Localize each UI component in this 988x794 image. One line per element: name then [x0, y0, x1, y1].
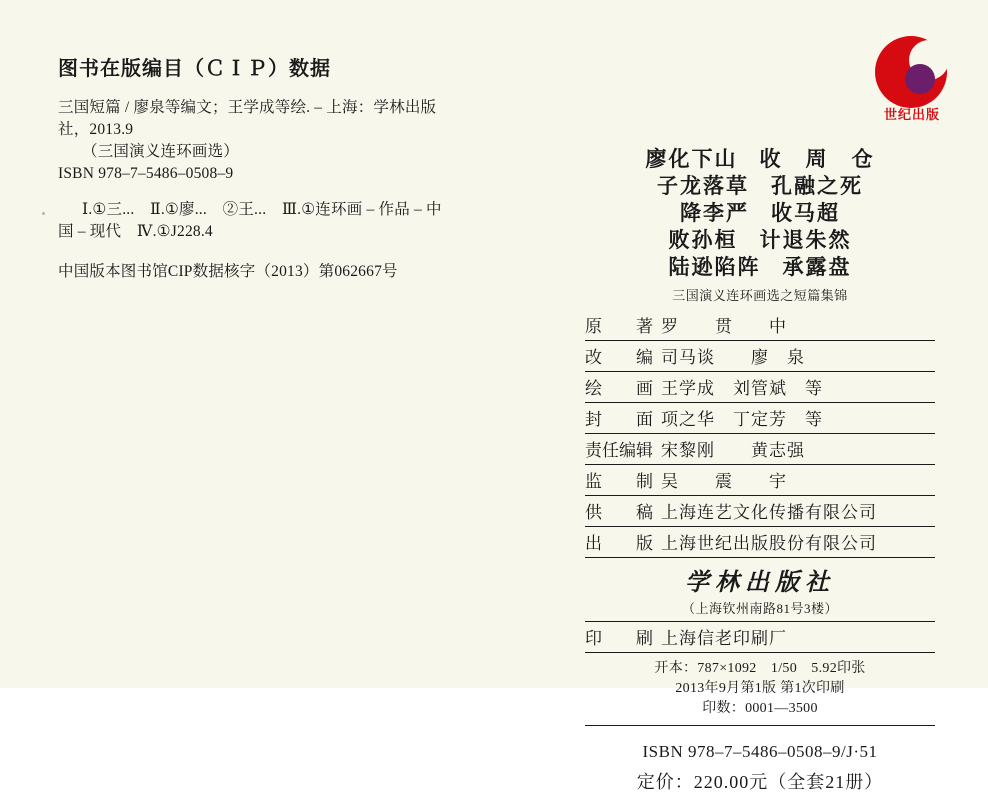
credit-value: 项之华 丁定芳 等: [659, 403, 935, 434]
publisher-calligraphy: 学林出版社: [685, 570, 835, 596]
story-title-row: [585, 227, 935, 254]
story-title-left: 降李严: [680, 201, 749, 225]
credits-table: [585, 310, 935, 558]
story-title-right: 收 周 仓: [759, 147, 875, 171]
credit-value: 上海世纪出版股份有限公司: [659, 527, 935, 558]
cip-line-4: ISBN 978–7–5486–0508–9: [58, 165, 234, 182]
cip-block: [58, 52, 508, 283]
credit-value: 宋黎刚 黄志强: [659, 434, 935, 465]
story-title-row: [585, 146, 935, 173]
credit-value: 罗 贯 中: [659, 310, 935, 341]
page-speck: [42, 212, 45, 215]
cip-line-1: 三国短篇 / 廖泉等编文；王学成等绘. – 上海：学林出版: [58, 99, 437, 116]
story-title-right: 收马超: [771, 201, 840, 225]
credit-label: 原 著: [585, 310, 659, 341]
spec-line-printrun: 印数：0001—3500: [702, 701, 818, 716]
credit-row: [585, 496, 935, 527]
credit-value: 上海连艺文化传播有限公司: [659, 496, 935, 527]
credit-row: [585, 434, 935, 465]
credit-value: 司马谈 廖 泉: [659, 341, 935, 372]
credit-row: [585, 527, 935, 558]
series-subtitle: 三国演义连环画选之短篇集锦: [672, 288, 848, 303]
cip-line-6: 国 – 现代 Ⅳ.①J228.4: [58, 223, 213, 240]
story-title-row: [585, 200, 935, 227]
cip-core-number: 中国版本图书馆CIP数据核字（2013）第062667号: [58, 263, 398, 280]
isbn-section: [585, 725, 935, 794]
spec-line-edition: 2013年9月第1版 第1次印刷: [675, 681, 845, 696]
story-title-right: 计退朱然: [759, 228, 852, 252]
credit-row: [585, 341, 935, 372]
printing-row: [585, 622, 935, 653]
story-title-row: [585, 254, 935, 281]
story-title-left: 廖化下山: [645, 147, 738, 171]
credit-value: 吴 震 宇: [659, 465, 935, 496]
story-title-row: [585, 173, 935, 200]
price-value: 定价：220.00元（全套21册）: [636, 772, 884, 792]
publisher-address: （上海钦州南路81号3楼）: [681, 601, 838, 616]
credit-label: 封 面: [585, 403, 659, 434]
credit-label: 出 版: [585, 527, 659, 558]
credit-label: 供 稿: [585, 496, 659, 527]
credit-label: 改 编: [585, 341, 659, 372]
story-title-list: [585, 146, 935, 281]
credit-label: 监 制: [585, 465, 659, 496]
spec-block: [585, 659, 935, 719]
credit-label: 责任编辑: [585, 434, 659, 465]
story-title-right: 孔融之死: [771, 174, 863, 198]
story-title-right: 承露盘: [782, 255, 852, 279]
logo-label: 世纪出版: [883, 107, 940, 122]
cip-line-3: （三国演义连环画选）: [82, 143, 240, 160]
colophon-block: [585, 36, 935, 794]
story-title-left: 败孙桓: [668, 228, 738, 252]
credit-value: 王学成 刘管斌 等: [659, 372, 935, 403]
story-title-left: 子龙落草: [657, 174, 749, 198]
printing-label: 印 刷: [585, 622, 659, 653]
story-title-left: 陆逊陷阵: [668, 255, 761, 279]
credit-row: [585, 465, 935, 496]
credit-row: [585, 310, 935, 341]
cip-line-2: 社，2013.9: [58, 121, 134, 138]
printing-value: 上海信老印刷厂: [659, 622, 935, 653]
isbn-value: ISBN 978–7–5486–0508–9/J·51: [642, 742, 878, 761]
cip-line-5: Ⅰ.①三... Ⅱ.①廖... ②王... Ⅲ.①连环画 – 作品 – 中: [82, 201, 442, 218]
credit-row: [585, 372, 935, 403]
credit-row: [585, 403, 935, 434]
spec-line-format: 开本：787×1092 1/50 5.92印张: [654, 661, 866, 676]
publisher-name-block: [585, 558, 935, 622]
cip-heading: 图书在版编目（ＣＩＰ）数据: [58, 58, 331, 80]
printing-table: [585, 622, 935, 653]
credit-label: 绘 画: [585, 372, 659, 403]
